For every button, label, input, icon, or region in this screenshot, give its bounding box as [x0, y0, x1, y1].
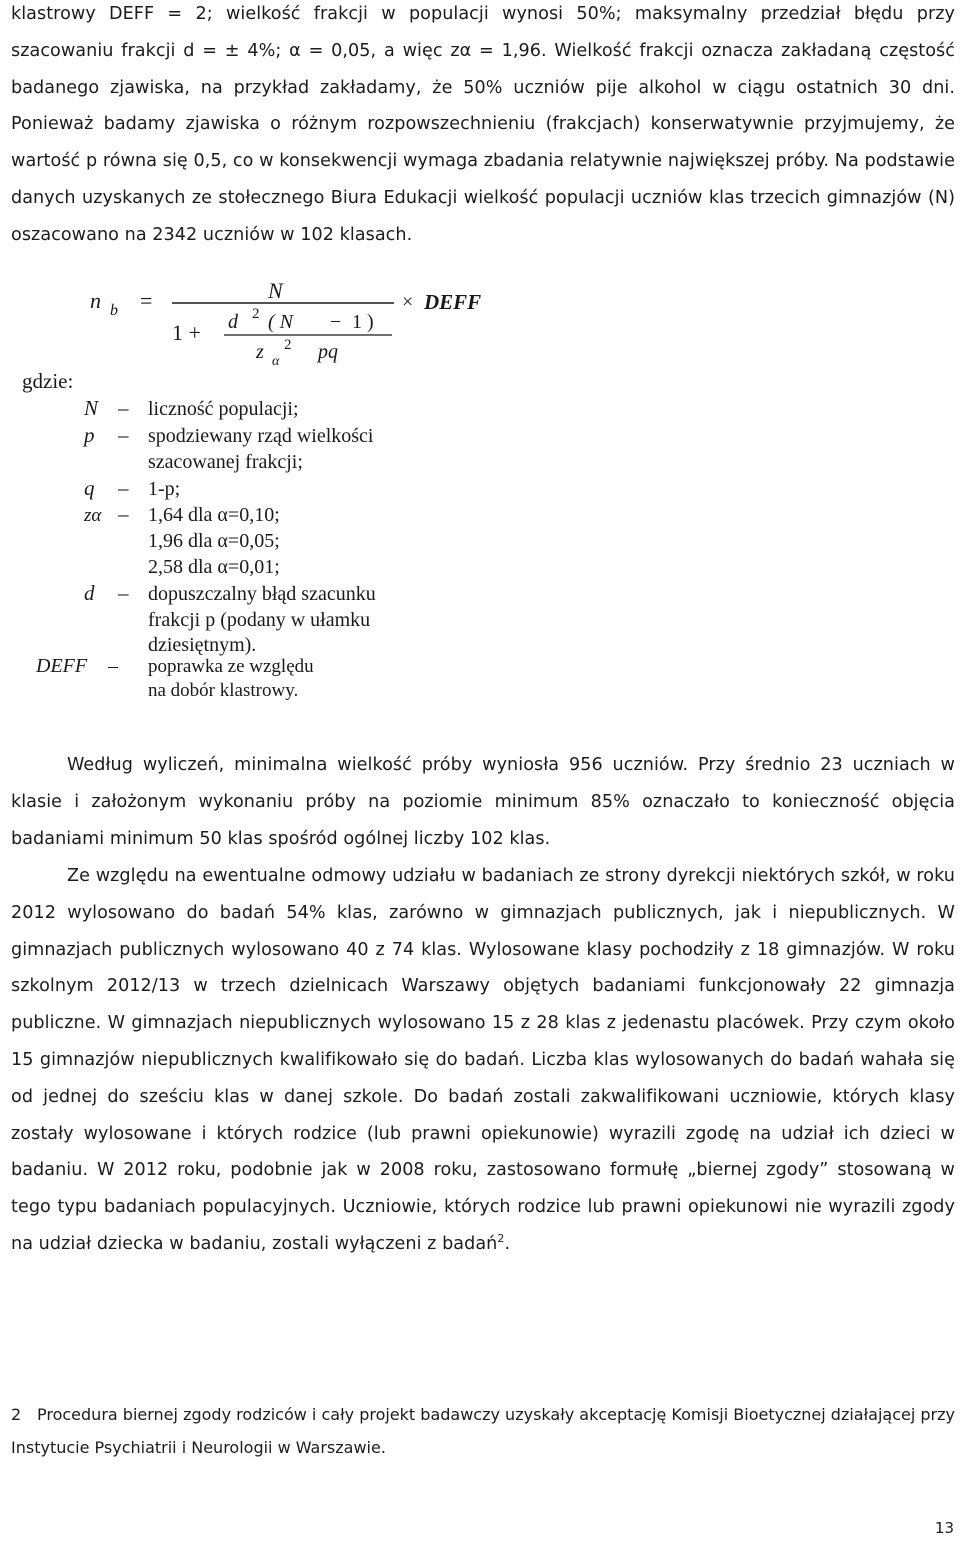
formula-pq: pq	[318, 341, 338, 363]
formula-deff: DEFF	[424, 290, 482, 314]
paragraph-sampling: Ze względu na ewentualne odmowy udziału w badaniach ze strony dyrekcji niektórych szkół, w roku 2012 wylosowano do badań 54% klas, zarówno w gimnazjach publicznych, jak i niepublicznych. W gimnazjach publicznych wylosowano 40 z 74 klas. Wylosowane klasy pochodziły z 18 gimnazjów. W roku szkolnym 2012/13 w trzech dzielnicach Warszawy objętych badaniami funkcjonowały 22 gimnazja publiczne. W gimnazjach niepublicznych wylosowano 15 z 28 klas z jedenastu placówek. Przy czym około 15 gimnazjów niepublicznych kwalifikowało się do badań. Liczba klas wylosowanych do badań wahała się od jednej do sześciu klas w danej szkole. Do badań zostali zakwalifikowani uczniowie, których klasy zostały wylosowane i których rodzice (lub prawni opiekunowie) wyrazili zgodę na udział ich dzieci w badaniu. W 2012 roku, podobnie jak w 2008 roku, zastosowano formułę „biernej zgody” stosowaną w tego typu badaniach populacyjnych. Uczniowie, których rodzice lub prawni opiekunowi nie wyrazili zgody na udział dziecka w badaniu, zostali wyłączeni z badań$^2$.	[11, 866, 955, 1254]
legend-text: 1,96 dla α=0,05;	[148, 530, 280, 552]
legend-text: 2,58 dla α=0,01;	[148, 556, 280, 578]
legend-dash: –	[118, 476, 129, 500]
footnote-ref: 2	[497, 1232, 505, 1246]
legend-text: dopuszczalny błąd szacunku	[148, 583, 376, 605]
legend-symbol-deff: DEFF	[36, 655, 88, 677]
formula-exp-z: 2	[284, 337, 292, 353]
legend-dash: –	[118, 502, 129, 526]
formula-equals: =	[140, 288, 153, 313]
sample-size-formula-figure	[0, 278, 520, 708]
legend-heading: gdzie:	[22, 369, 74, 393]
formula-d: d	[228, 311, 238, 333]
legend-symbol-p: p	[84, 423, 95, 447]
footnote	[11, 1398, 955, 1464]
legend-symbol-z-alpha: zα	[84, 505, 102, 526]
formula	[90, 278, 481, 369]
footnote-text: Procedura biernej zgody rodziców i cały projekt badawczy uzyskały akceptację Komisji Bioetycznej działającej przy Instytucie Psychiatrii i Neurologii w Warszawie.	[11, 1405, 955, 1457]
legend-dash: –	[118, 581, 129, 605]
formula-numerator: N	[268, 278, 283, 303]
legend-text: frakcji p (podany w ułamku	[148, 609, 371, 631]
legend-text: poprawka ze względu	[148, 656, 314, 677]
legend	[22, 369, 376, 701]
legend-dash: –	[108, 655, 118, 677]
legend-symbol-q: q	[84, 476, 95, 500]
legend-text: 1,64 dla α=0,10;	[148, 504, 280, 526]
legend-symbol-d: d	[84, 581, 95, 605]
legend-text: na dobór klastrowy.	[148, 680, 299, 701]
formula-n-sub: b	[110, 302, 118, 319]
legend-text: spodziewany rząd wielkości	[148, 425, 374, 447]
legend-text: szacowanej frakcji;	[148, 451, 303, 473]
formula-one-plus: 1 +	[172, 320, 201, 345]
legend-dash: –	[118, 396, 129, 420]
paragraph-sampling-text: Ze względu na ewentualne odmowy udziału w badaniach ze strony dyrekcji niektórych szkół, w roku 2012 wylosowano do badań 54% klas, zarówno w gimnazjach publicznych, jak i niepublicznych. W gimnazjach publicznych wylosowano 40 z 74 klas. Wylosowane klasy pochodziły z 18 gimnazjów. W roku szkolnym 2012/13 w trzech dzielnicach Warszawy objętych badaniami funkcjonowały 22 gimnazja publiczne. W gimnazjach niepublicznych wylosowano 15 z 28 klas z jedenastu placówek. Przy czym około 15 gimnazjów niepublicznych kwalifikowało się do badań. Liczba klas wylosowanych do badań wahała się od jednej do sześciu klas w danej szkole. Do badań zostali zakwalifikowani uczniowie, których klasy zostały wylosowane i których rodzice (lub prawni opiekunowie) wyrazili zgodę na udział ich dzieci w badaniu. W 2012 roku, podobnie jak w 2008 roku, zastosowano formułę „biernej zgody” stosowaną w tego typu badaniach populacyjnych. Uczniowie, których rodzice lub prawni opiekunowi nie wyrazili zgody na udział dziecka w badaniu, zostali wyłączeni z badań	[11, 866, 955, 1254]
formula-exp-d: 2	[252, 306, 260, 322]
paragraph-sample-size: Według wyliczeń, minimalna wielkość próby wyniosła 956 uczniów. Przy średnio 23 uczniach w klasie i założonym wykonaniu próby na poziomie minimum 85% oznaczało to konieczność objęcia badaniami minimum 50 klas spośród ogólnej liczby 102 klas.	[11, 755, 955, 849]
formula-one-close: 1 )	[352, 311, 374, 333]
legend-dash: –	[118, 423, 129, 447]
footnote-number: 2	[11, 1405, 22, 1424]
legend-symbol-n: N	[84, 396, 99, 420]
formula-n: n	[90, 288, 101, 313]
legend-text: dziesiętnym).	[148, 634, 257, 656]
formula-times: ×	[402, 291, 414, 313]
legend-text: liczność populacji;	[148, 398, 299, 420]
legend-text: 1-p;	[148, 478, 181, 500]
formula-alpha: α	[272, 354, 280, 369]
paragraph-intro: klastrowy DEFF = 2; wielkość frakcji w populacji wynosi 50%; maksymalny przedział błędu przy szacowaniu frakcji d = ± 4%; α = 0,05, a więc zα = 1,96. Wielkość frakcji oznacza zakładaną częstość badanego zjawiska, na przykład zakładamy, że 50% uczniów pije alkohol w ciągu ostatnich 30 dni. Ponieważ badamy zjawiska o różnym rozpowszechnieniu (frakcjach) konserwatywnie przyjmujemy, że wartość p równa się 0,5, co w konsekwencji wymaga zbadania relatywnie największej próby. Na podstawie danych uzyskanych ze stołecznego Biura Edukacji wielkość populacji uczniów klas trzecich gimnazjów (N) oszacowano na 2342 uczniów w 102 klasach.	[11, 4, 955, 245]
page-number: 13	[934, 1519, 954, 1537]
formula-paren-n: ( N	[268, 311, 293, 333]
formula-z: z	[256, 341, 264, 363]
formula-minus: −	[330, 311, 342, 333]
